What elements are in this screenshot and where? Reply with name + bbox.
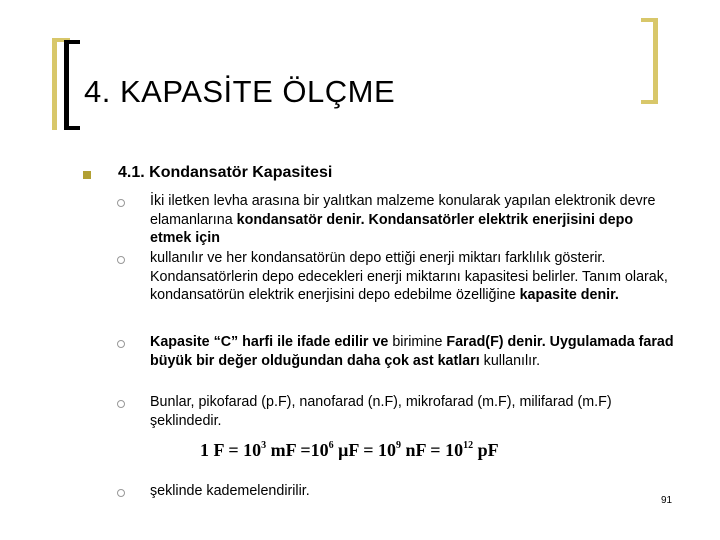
bullet-item-2 — [150, 249, 675, 305]
section-heading: 4.1. Kondansatör Kapasitesi — [118, 164, 333, 181]
circle-bullet-icon — [117, 340, 125, 348]
item-text-segment: kullanılır. — [483, 352, 541, 369]
item-text-segment: birimine — [392, 334, 447, 350]
bullet-item-3 — [150, 333, 675, 370]
item-text-segment: şeklinde kademelendirilir. — [150, 483, 310, 499]
slide-title: 4. KAPASİTE ÖLÇME — [84, 74, 396, 109]
item-text-segment: Kapasite “C” harfi ile ifade edilir ve — [150, 334, 393, 350]
item-text-segment: kapasite denir. — [519, 287, 619, 304]
bullet-item-1 — [150, 192, 675, 248]
item-text-segment: İki iletken levha arasına bir yalıtkan malzeme konularak yapılan elektronik devre elamanlarına — [150, 193, 656, 228]
circle-bullet-icon — [117, 489, 125, 497]
item-text-segment: Farad(F) denir. Uygulamada farad büyük bir değer olduğundan daha çok ast katları — [150, 334, 674, 369]
unit-conversion-formula: 1 $F = 10^3$ mF $=10^6$ $\mu F = 10^9$ nF = $10^{12}$ pF — [200, 440, 499, 460]
item-text-segment: kondansatör denir. Kondansatörler elektrik enerjisini depo etmek için — [150, 211, 634, 247]
square-bullet-icon — [83, 171, 91, 179]
page-number: 91 — [661, 495, 673, 506]
item-text-segment: kullanılır ve her kondansatörün depo ettiği enerji miktarı farklılık gösterir. Kondansatörlerin depo edecekleri enerji miktarını kapasitesi belirler. Tanım olarak, kondansatörün elektrik enerjisini depo edebilme özelliğine — [150, 250, 668, 304]
circle-bullet-icon — [117, 199, 125, 207]
circle-bullet-icon — [117, 400, 125, 408]
item-text-segment: Bunlar, pikofarad (p.F), nanofarad (n.F), mikrofarad (m.F), milifarad (m.F) şeklindedir. — [150, 394, 612, 429]
bullet-item-4 — [150, 393, 675, 430]
circle-bullet-icon — [117, 256, 125, 264]
bullet-item-5 — [150, 482, 675, 501]
